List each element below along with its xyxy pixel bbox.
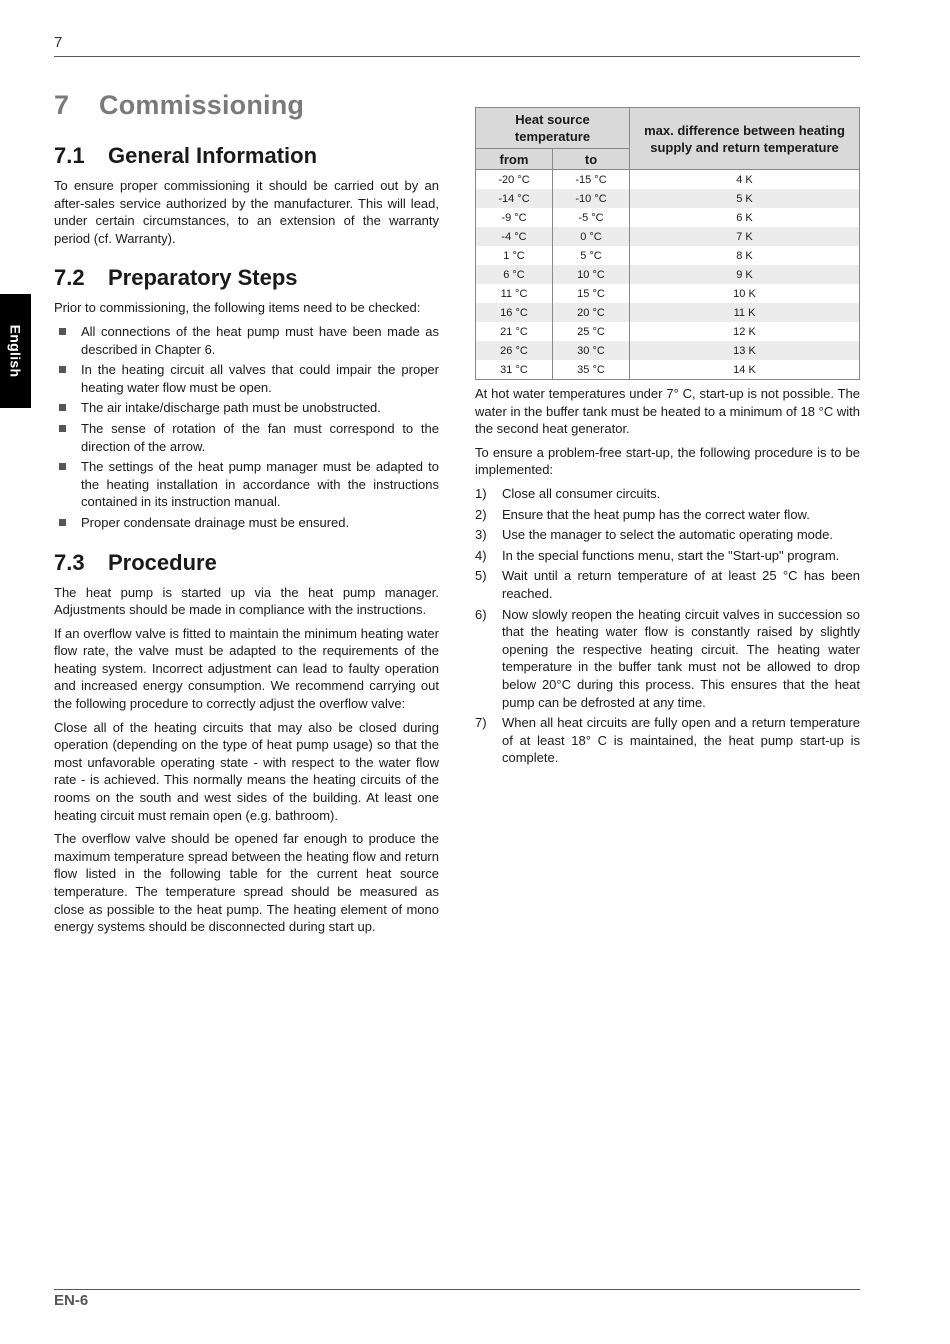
table-cell-diff: 11 K <box>630 303 860 322</box>
step-text: When all heat circuits are fully open and a return temperature of at least 18° C is maintained, the heat pump start-up is complete. <box>502 715 860 766</box>
table-cell-from: 31 °C <box>476 360 553 380</box>
list-item <box>54 514 439 532</box>
page-number: 7 <box>54 34 63 51</box>
table-row <box>476 360 860 380</box>
checklist <box>54 323 439 532</box>
step-number: 2) <box>475 506 487 522</box>
table-cell-to: -10 °C <box>553 189 630 208</box>
bullet-square-icon <box>59 328 66 335</box>
section-heading <box>54 265 439 291</box>
list-item <box>54 420 439 455</box>
table-cell-from: 16 °C <box>476 303 553 322</box>
step-item <box>475 526 860 544</box>
left-column <box>54 90 439 954</box>
step-text: In the special functions menu, start the "Start-up" program. <box>502 547 840 563</box>
table-cell-diff: 8 K <box>630 246 860 265</box>
list-item <box>54 323 439 358</box>
table-cell-diff: 6 K <box>630 208 860 227</box>
section-number: 7.3 <box>54 549 85 575</box>
table-row <box>476 227 860 246</box>
list-item-text: The sense of rotation of the fan must correspond to the direction of the arrow. <box>81 420 439 454</box>
table-cell-diff: 5 K <box>630 189 860 208</box>
section-title: Preparatory Steps <box>108 265 298 291</box>
header-from: from <box>476 149 553 170</box>
step-text: Wait until a return temperature of at least 25 °C has been reached. <box>502 568 860 601</box>
step-text: Use the manager to select the automatic operating mode. <box>502 527 833 543</box>
table-cell-from: 26 °C <box>476 341 553 360</box>
list-item <box>54 399 439 417</box>
list-item <box>54 361 439 396</box>
table-row <box>476 189 860 208</box>
step-text: Now slowly reopen the heating circuit valves in succession so that the heating water flow is constantly raised by slightly opening the respective heating circuit. The heating water temperature in the buffer tank must not be allowed to drop below 20°C during this process. This ensures that the heat pump can be defrosted at any time. <box>502 606 860 710</box>
list-item-text: Proper condensate drainage must be ensured. <box>81 514 350 530</box>
paragraph: If an overflow valve is fitted to maintain the minimum heating water flow rate, the valve must be adapted to the requirements of the heating system. Incorrect adjustment can lead to faulty operation and increased energy consumption. We recommend carrying out the following procedure to correctly adjust the overflow valve: <box>54 625 439 712</box>
table-cell-from: 1 °C <box>476 246 553 265</box>
table-cell-from: 6 °C <box>476 265 553 284</box>
table-row <box>476 170 860 190</box>
section-heading <box>54 550 439 576</box>
table-cell-to: 15 °C <box>553 284 630 303</box>
table-cell-from: -4 °C <box>476 227 553 246</box>
step-number: 4) <box>475 547 487 563</box>
startup-steps <box>475 485 860 767</box>
table-row <box>476 265 860 284</box>
table-cell-to: -5 °C <box>553 208 630 227</box>
step-item <box>475 506 860 524</box>
header-to: to <box>553 149 630 170</box>
section-heading <box>54 143 439 169</box>
table-cell-to: 10 °C <box>553 265 630 284</box>
list-item-text: All connections of the heat pump must have been made as described in Chapter 6. <box>81 323 439 357</box>
table-body <box>476 170 860 380</box>
step-text: Close all consumer circuits. <box>502 485 661 501</box>
table-cell-to: 25 °C <box>553 322 630 341</box>
chapter-title-text: Commissioning <box>99 90 305 120</box>
section-title: General Information <box>108 143 318 168</box>
chapter-title <box>54 90 439 121</box>
section-general-information <box>54 143 439 247</box>
bullet-square-icon <box>59 425 66 432</box>
list-item-text: The settings of the heat pump manager must be adapted to the heating installation in accordance with the instructions contained in its instruction manual. <box>81 459 439 510</box>
header-max-difference: max. difference between heating supply and return temperature <box>630 108 860 170</box>
table-cell-to: 5 °C <box>553 246 630 265</box>
table-cell-diff: 14 K <box>630 360 860 380</box>
table-row <box>476 322 860 341</box>
table-row <box>476 246 860 265</box>
table-cell-to: 0 °C <box>553 227 630 246</box>
table-row <box>476 341 860 360</box>
list-item-text: The air intake/discharge path must be unobstructed. <box>81 400 381 416</box>
footer-rule <box>54 1289 860 1290</box>
table-cell-diff: 10 K <box>630 284 860 303</box>
bullet-square-icon <box>59 366 66 373</box>
table-row <box>476 284 860 303</box>
step-number: 7) <box>475 715 487 731</box>
paragraph: To ensure proper commissioning it should be carried out by an after-sales service authorized by the manufacturer. This will lead, under certain circumstances, to an extension of the warranty period (cf. Warranty). <box>54 178 439 246</box>
section-number: 7.1 <box>54 143 85 168</box>
section-title: Procedure <box>108 549 217 575</box>
table-cell-to: -15 °C <box>553 170 630 190</box>
table-cell-from: -20 °C <box>476 170 553 190</box>
step-item <box>475 567 860 602</box>
section-preparatory-steps <box>54 265 439 531</box>
paragraph: Close all of the heating circuits that may also be closed during operation (depending on the type of heat pump usage) so that the most unfavorable operating state - with respect to the water flow rate - is achieved. This normally means the heating circuits of the rooms on the south and west sides of the building. At least one heating circuit must remain open (e.g. bathroom). <box>54 719 439 823</box>
paragraph: At hot water temperatures under 7° C, start-up is not possible. The water in the buffer tank must be heated to a minimum of 18 °C with the second heat generator. <box>475 386 860 437</box>
paragraph: To ensure a problem-free start-up, the following procedure is to be implemented: <box>475 444 860 478</box>
table-cell-diff: 13 K <box>630 341 860 360</box>
table-cell-diff: 12 K <box>630 322 860 341</box>
bullet-square-icon <box>59 519 66 526</box>
table-row <box>476 208 860 227</box>
step-item <box>475 547 860 565</box>
step-number: 6) <box>475 606 487 622</box>
table-cell-to: 35 °C <box>553 360 630 380</box>
bullet-square-icon <box>59 463 66 470</box>
footer-page-label: EN-6 <box>54 1292 89 1309</box>
table-row <box>476 303 860 322</box>
language-tab <box>0 294 31 408</box>
language-tab-label: English <box>7 324 24 378</box>
table-cell-from: -14 °C <box>476 189 553 208</box>
paragraph: Prior to commissioning, the following items need to be checked: <box>54 300 421 316</box>
section-number: 7.2 <box>54 265 85 291</box>
table-cell-to: 20 °C <box>553 303 630 322</box>
temperature-spread-table <box>475 107 860 380</box>
step-number: 3) <box>475 527 487 543</box>
table-cell-from: 11 °C <box>476 284 553 303</box>
step-number: 5) <box>475 568 487 584</box>
header-rule <box>54 56 860 57</box>
step-number: 1) <box>475 485 487 501</box>
table-cell-diff: 7 K <box>630 227 860 246</box>
paragraph: The heat pump is started up via the heat pump manager. Adjustments should be made in compliance with the instructions. <box>54 584 439 618</box>
table-cell-diff: 4 K <box>630 170 860 190</box>
step-text: Ensure that the heat pump has the correct water flow. <box>502 506 810 522</box>
section-procedure <box>54 550 439 936</box>
paragraph: The overflow valve should be opened far enough to produce the maximum temperature spread between the heating flow and return flow listed in the following table for the current heat source temperature. The temperature spread should be measured as close as possible to the heat pump. The heating element of mono energy systems should be disconnected during start up. <box>54 831 439 935</box>
table-cell-diff: 9 K <box>630 265 860 284</box>
bullet-square-icon <box>59 404 66 411</box>
right-column <box>475 107 860 770</box>
header-heat-source: Heat source temperature <box>476 108 630 149</box>
table-cell-from: -9 °C <box>476 208 553 227</box>
list-item <box>54 458 439 511</box>
step-item <box>475 714 860 767</box>
list-item-text: In the heating circuit all valves that could impair the proper heating water flow must be open. <box>81 362 439 395</box>
table-cell-from: 21 °C <box>476 322 553 341</box>
step-item <box>475 606 860 712</box>
chapter-number: 7 <box>54 90 70 120</box>
table-cell-to: 30 °C <box>553 341 630 360</box>
step-item <box>475 485 860 503</box>
